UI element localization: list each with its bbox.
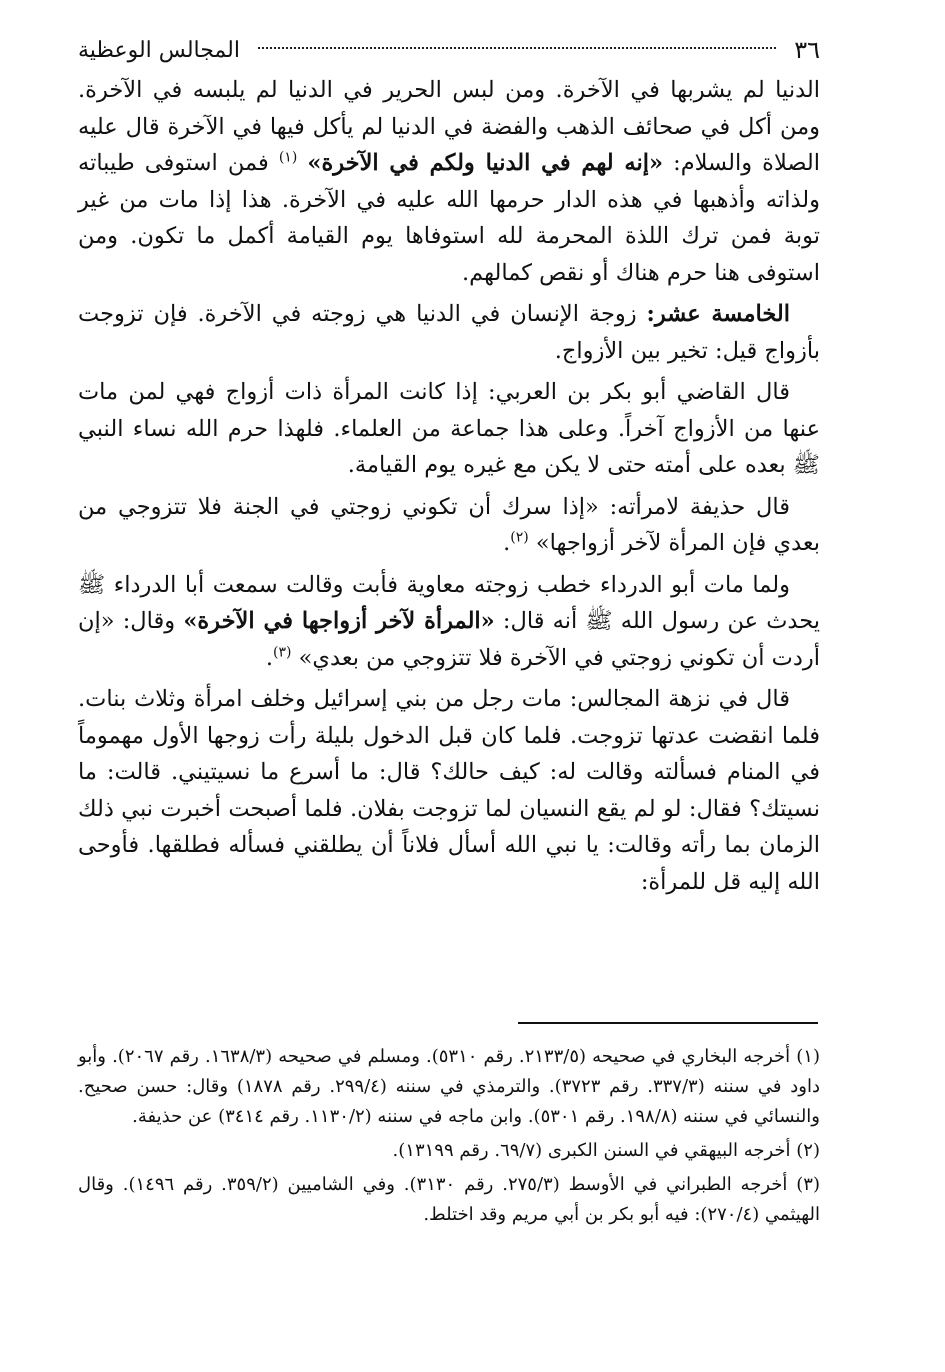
- paragraph-6: قال في نزهة المجالس: مات رجل من بني إسرائيل وخلف امرأة وثلاث بنات. فلما انقضت عدتها تزوجت. فلما كان قبل الدخول بليلة رأت زوجها الأول مهموماً في المنام فسألته وقالت له: كيف حالك؟ قال: ما أسرع ما نسيتيني. قالت: ما نسيتك؟ فقال: لو لم يقع النسيان لما تزوجت بفلان. فلما أصبحت أخبرت نبي ذلك الزمان بما رأته وقالت: يا نبي الله أسأل فلاناً أن يطلقني فسأله فطلقها. فأوحى الله إليه قل للمرأة:: [78, 686, 820, 895]
- book-title: المجالس الوعظية: [78, 37, 240, 63]
- running-header: [78, 30, 820, 70]
- paragraph-4-end: .: [503, 530, 511, 556]
- hadith-quote-1: «إنه لهم في الدنيا ولكم في الآخرة»: [307, 150, 664, 176]
- footnote-1: (١) أخرجه البخاري في صحيحه (٢١٣٣/٥. رقم ٥٣١٠). ومسلم في صحيحه (١٦٣٨/٣. رقم ٢٠٦٧). وأبو داود في سننه (٣٣٧/٣. رقم ٣٧٢٣). والترمذي في سننه (٢٩٩/٤. رقم ١٨٧٨) وقال: حسن صحيح. والنسائي في سننه (١٩٨/٨. رقم ٥٣٠١). وابن ماجه في سننه (١١٣٠/٢. رقم ٣٤١٤) عن حذيفة.: [78, 1046, 820, 1127]
- paragraph-5-end: .: [265, 644, 274, 671]
- footnote-ref-2[interactable]: (٢): [510, 529, 529, 546]
- page-number: ٣٦: [794, 36, 820, 64]
- header-dotted-leader: [258, 47, 776, 49]
- paragraph-4-text: قال حذيفة لامرأته: «إذا سرك أن تكوني زوجتي في الجنة فلا تتزوجي من بعدي فإن المرأة لآخر أزواجها»: [78, 493, 820, 556]
- footnote-ref-1[interactable]: (١): [278, 149, 298, 166]
- paragraph-3: قال القاضي أبو بكر بن العربي: إذا كانت المرأة ذات أزواج فهي لمن مات عنها من الأزواج آخراً. وعلى هذا جماعة من العلماء. فلهذا حرم الله نساء النبي ﷺ بعده على أمته حتى لا يكن مع غيره يوم القيامة.: [78, 379, 820, 478]
- footnotes: [78, 1042, 820, 1234]
- footnote-3: (٣) أخرجه الطبراني في الأوسط (٢٧٥/٣. رقم ٣١٣٠). وفي الشاميين (٣٥٩/٢. رقم ١٤٩٦). وقال الهيثمي (٢٧٠/٤): فيه أبو بكر بن أبي مريم وقد اختلط.: [78, 1174, 820, 1225]
- paragraph-5-text-b: وقال: «إن أردت أن تكوني زوجتي في الآخرة فلا تتزوجي من بعدي»: [78, 608, 820, 671]
- paragraph-2-text: زوجة الإنسان في الدنيا هي زوجته في الآخرة. فإن تزوجت بأزواج قيل: تخير بين الأزواج.: [78, 301, 820, 364]
- footnote-2: (٢) أخرجه البيهقي في السنن الكبرى (٦٩/٧. رقم ١٣١٩٩).: [392, 1140, 820, 1161]
- hadith-quote-2: «المرأة لآخر أزواجها في الآخرة»: [183, 608, 495, 634]
- paragraph-4: [78, 489, 820, 562]
- book-page: [78, 30, 820, 1350]
- paragraph-1-text-a: الدنيا لم يشربها في الآخرة. ومن لبس الحرير في الدنيا لم يلبسه في الآخرة. ومن أكل في صحائف الذهب والفضة في الدنيا لم يأكل فيها في الآخرة قال عليه الصلاة والسلام:: [78, 77, 821, 176]
- paragraph-5: [78, 567, 820, 677]
- body-text: [78, 72, 820, 900]
- footnote-separator: [518, 1022, 818, 1024]
- paragraph-5-text-a: ولما مات أبو الدرداء خطب زوجته معاوية فأبت وقالت سمعت أبا الدرداء ﷺ يحدث عن رسول الله ﷺ أنه قال:: [78, 571, 820, 634]
- section-lead: الخامسة عشر:: [646, 301, 790, 327]
- paragraph-1: [78, 72, 820, 291]
- paragraph-2: [78, 296, 820, 369]
- paragraph-1-text-b: فمن استوفى طيباته ولذاته وأذهبها في هذه الدار حرمها الله عليه في الآخرة. هذا إذا مات من غير توبة فمن ترك اللذة المحرمة لله استوفاها يوم القيامة أكمل ما تكون. ومن استوفى هنا حرم هناك أو نقص كمالهم.: [78, 150, 820, 286]
- footnote-ref-3[interactable]: (٣): [273, 644, 292, 660]
